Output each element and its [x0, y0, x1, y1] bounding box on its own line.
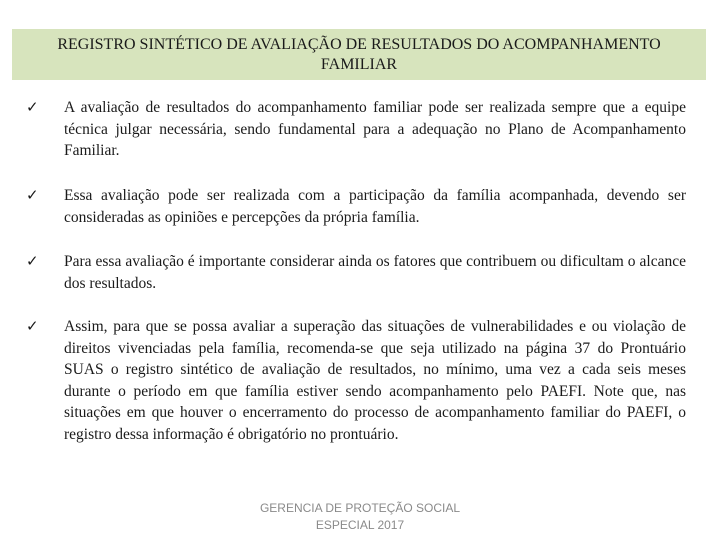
bullet-item [26, 316, 686, 445]
bullet-text: Essa avaliação pode ser realizada com a participação da família acompanhada, devendo ser consideradas as opiniões e percepções da própria família. [64, 187, 686, 226]
checkmark-icon: ✓ [26, 98, 39, 116]
checkmark-icon: ✓ [26, 252, 39, 270]
footer-line-2: ESPECIAL 2017 [315, 518, 405, 532]
checkmark-icon: ✓ [26, 186, 39, 204]
bullet-item [26, 97, 686, 162]
page-title-line-1: REGISTRO SINTÉTICO DE AVALIAÇÃO DE RESULTADOS DO ACOMPANHAMENTO [57, 35, 661, 53]
bullet-text: Assim, para que se possa avaliar a superação das situações de vulnerabilidades e ou violação de direitos vivenciadas pela família, recomenda-se que seja utilizado na página 37 do Prontuário SUAS o registro sintético de avaliação de resultados, no mínimo, uma vez a cada seis meses durante o período em que família estiver sendo acompanhamento pelo PAEFI. Note que, nas situações em que houver o encerramento do processo de acompanhamento familiar do PAEFI, o registro dessa informação é obrigatório no prontuário. [64, 318, 686, 443]
footer-line-1: GERENCIA DE PROTEÇÃO SOCIAL [259, 501, 461, 515]
checkmark-icon: ✓ [26, 317, 39, 335]
footer [0, 500, 720, 534]
bullet-item [26, 251, 686, 294]
page-title-line-2: FAMILIAR [320, 55, 398, 73]
title-banner [12, 29, 706, 80]
bullet-text: A avaliação de resultados do acompanhamento familiar pode ser realizada sempre que a equipe técnica julgar necessária, sendo fundamental para a adequação no Plano de Acompanhamento Familiar. [64, 99, 686, 159]
bullet-item [26, 185, 686, 228]
bullet-text: Para essa avaliação é importante considerar ainda os fatores que contribuem ou dificultam o alcance dos resultados. [64, 253, 686, 292]
